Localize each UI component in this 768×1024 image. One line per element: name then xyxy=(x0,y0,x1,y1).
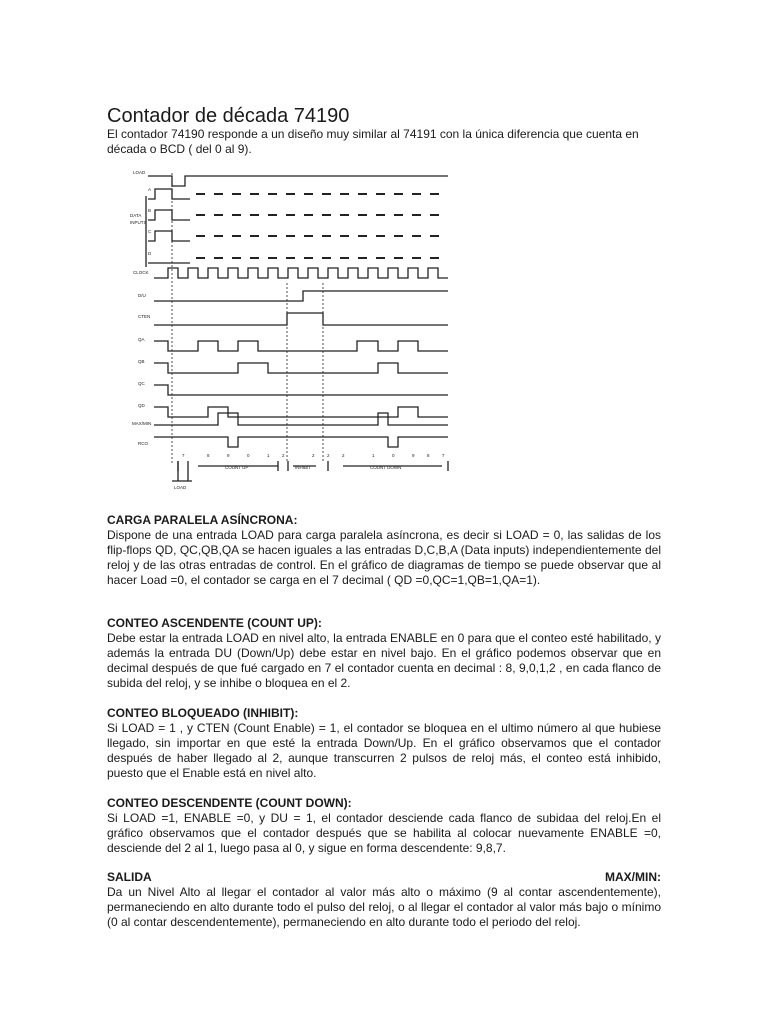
signal-label: D/U xyxy=(138,293,146,298)
signal-label: QC xyxy=(138,381,145,386)
count-value: 2 xyxy=(342,453,345,458)
count-value: 0 xyxy=(247,453,250,458)
salida-heading xyxy=(107,870,661,885)
signal-label: MAX/MIN xyxy=(132,421,152,426)
data-group-label: INPUTS xyxy=(130,220,147,225)
phase-label: COUNT UP xyxy=(225,465,249,470)
signal-label: CTEN xyxy=(138,314,151,319)
count-value: 2 xyxy=(327,453,330,458)
count-value: 1 xyxy=(372,453,375,458)
phase-label: INHIBIT xyxy=(295,465,312,470)
section-body: Da un Nivel Alto al llegar el contador al valor más alto o máximo (9 al contar ascendentemente), permaneciendo en alto durante todo el pulso del reloj, o al llegar el contador al valor más bajo o mínimo (0 al contar descendentemente), permaneciendo en alto durante todo el periodo del reloj. xyxy=(107,885,661,929)
section-body: Dispone de una entrada LOAD para carga paralela asíncrona, es decir si LOAD = 0, las salidas de los flip-flops QD, QC,QB,QA se hacen iguales a las entradas D,C,B,A (Data inputs) independientemente del reloj y de las otras entradas de control. En el gráfico de diagramas de tiempo se puede observar que al hacer Load =0, el contador se carga en el 7 decimal ( QD =0,QC=1,QB=1,QA=1). xyxy=(107,528,661,587)
data-group-label: DATA xyxy=(130,213,142,218)
count-value: 9 xyxy=(227,453,230,458)
section-carga-paralela xyxy=(107,513,661,588)
count-value: 8 xyxy=(427,453,430,458)
signal-label: QD xyxy=(138,403,145,408)
signal-label: D xyxy=(148,251,152,256)
phase-label: COUNT DOWN xyxy=(370,465,402,470)
section-body: Debe estar la entrada LOAD en nivel alto, la entrada ENABLE en 0 para que el conteo esté habilitado, y además la entrada DU (Down/Up) debe estar en nivel bajo. En el gráfico podemos observar que en decimal después de que fué cargado en 7 el contador cuenta en decimal : 8, 9,0,1,2 , en cada flanco de subida del reloj, y se inhibe o bloquea en el 2. xyxy=(107,631,661,690)
section-body: Si LOAD =1, ENABLE =0, y DU = 1, el contador desciende cada flanco de subidaa del reloj.En el gráfico observamos que el contador después que se habilita al colocar nuevamente ENABLE =0, desciende del 2 al 1, luego pasa al 0, y sigue en forma descendente: 9,8,7. xyxy=(107,811,661,855)
signal-label: A xyxy=(148,187,152,192)
salida-heading-right: MAX/MIN: xyxy=(605,870,661,884)
section-conteo-bloqueado xyxy=(107,706,661,781)
section-body: Si LOAD = 1 , y CTEN (Count Enable) = 1, el contador se bloquea en el ultimo número al que hubiese llegado, sin importar en que esté la entrada Down/Up. En el gráfico observamos que el contador después de haber llegado al 2, aunque transcurren 2 pulsos de reloj más, el conteo está inhibido, puesto que el Enable está en nivel alto. xyxy=(107,721,661,780)
section-conteo-ascendente xyxy=(107,616,661,691)
signal-label: RCO xyxy=(138,441,148,446)
signal-label: QB xyxy=(138,359,145,364)
count-value: 8 xyxy=(207,453,210,458)
section-heading: CONTEO DESCENDENTE (COUNT DOWN): xyxy=(107,796,352,810)
signal-label: CLOCK xyxy=(133,270,149,275)
count-value: 7 xyxy=(442,453,445,458)
count-value: 7 xyxy=(182,453,185,458)
count-value: 9 xyxy=(412,453,415,458)
timing-diagram xyxy=(130,163,470,491)
salida-heading-left: SALIDA xyxy=(107,870,152,884)
section-salida xyxy=(107,870,661,930)
page-title: Contador de década 74190 xyxy=(107,105,350,127)
signal-label: C xyxy=(148,229,152,234)
signal-label: LOAD xyxy=(133,170,146,175)
intro-paragraph: El contador 74190 responde a un diseño muy similar al 74191 con la única diferencia que cuenta en década o BCD ( del 0 al 9). xyxy=(107,127,639,156)
count-value: 2 xyxy=(282,453,285,458)
count-value: 0 xyxy=(392,453,395,458)
section-heading: CONTEO BLOQUEADO (INHIBIT): xyxy=(107,706,299,720)
section-heading: CARGA PARALELA ASÍNCRONA: xyxy=(107,513,298,527)
phase-label: LOAD xyxy=(174,485,187,490)
signal-label: QA xyxy=(138,337,145,342)
count-value: 2 xyxy=(312,453,315,458)
signal-label: B xyxy=(148,208,152,213)
section-heading: CONTEO ASCENDENTE (COUNT UP): xyxy=(107,616,322,630)
section-conteo-descendente xyxy=(107,796,661,856)
count-value: 1 xyxy=(267,453,270,458)
